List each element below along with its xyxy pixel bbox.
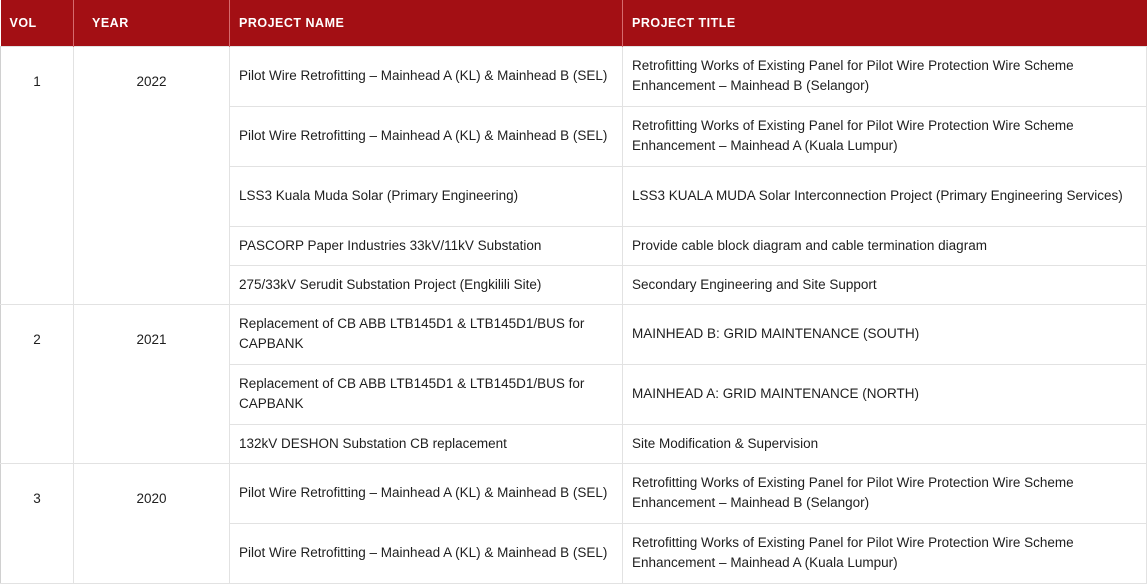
column-header-vol: VOL <box>1 0 74 46</box>
project-title-cell: MAINHEAD A: GRID MAINTENANCE (NORTH) <box>623 364 1147 424</box>
project-name-cell: 132kV DESHON Substation CB replacement <box>230 424 623 463</box>
project-title-cell: LSS3 KUALA MUDA Solar Interconnection Project (Primary Engineering Services) <box>623 166 1147 226</box>
project-name-cell: Pilot Wire Retrofitting – Mainhead A (KL) & Mainhead B (SEL) <box>230 523 623 583</box>
project-name-cell: PASCORP Paper Industries 33kV/11kV Substation <box>230 226 623 265</box>
table-body <box>1 46 1147 583</box>
project-title-cell: Retrofitting Works of Existing Panel for Pilot Wire Protection Wire Scheme Enhancement – Mainhead A (Kuala Lumpur) <box>623 523 1147 583</box>
project-title-cell: Site Modification & Supervision <box>623 424 1147 463</box>
project-name-cell: Replacement of CB ABB LTB145D1 & LTB145D1/BUS for CAPBANK <box>230 304 623 364</box>
project-title-cell: Provide cable block diagram and cable termination diagram <box>623 226 1147 265</box>
table-row <box>1 46 1147 106</box>
project-name-cell: Pilot Wire Retrofitting – Mainhead A (KL) & Mainhead B (SEL) <box>230 463 623 523</box>
column-header-year: YEAR <box>74 0 230 46</box>
project-title-cell: Retrofitting Works of Existing Panel for Pilot Wire Protection Wire Scheme Enhancement – Mainhead B (Selangor) <box>623 463 1147 523</box>
project-title-cell: MAINHEAD B: GRID MAINTENANCE (SOUTH) <box>623 304 1147 364</box>
table-header <box>1 0 1147 46</box>
column-header-project-name: PROJECT NAME <box>230 0 623 46</box>
project-name-cell: Pilot Wire Retrofitting – Mainhead A (KL) & Mainhead B (SEL) <box>230 106 623 166</box>
project-name-cell: Replacement of CB ABB LTB145D1 & LTB145D1/BUS for CAPBANK <box>230 364 623 424</box>
column-header-project-title: PROJECT TITLE <box>623 0 1147 46</box>
year-cell: 2021 <box>74 304 230 463</box>
vol-cell: 1 <box>1 46 74 304</box>
project-title-cell: Secondary Engineering and Site Support <box>623 265 1147 304</box>
year-cell: 2020 <box>74 463 230 583</box>
project-name-cell: LSS3 Kuala Muda Solar (Primary Engineering) <box>230 166 623 226</box>
project-name-cell: 275/33kV Serudit Substation Project (Engkilili Site) <box>230 265 623 304</box>
project-title-cell: Retrofitting Works of Existing Panel for Pilot Wire Protection Wire Scheme Enhancement – Mainhead B (Selangor) <box>623 46 1147 106</box>
project-name-cell: Pilot Wire Retrofitting – Mainhead A (KL) & Mainhead B (SEL) <box>230 46 623 106</box>
vol-cell: 2 <box>1 304 74 463</box>
table-row <box>1 463 1147 523</box>
header-row <box>1 0 1147 46</box>
project-title-cell: Retrofitting Works of Existing Panel for Pilot Wire Protection Wire Scheme Enhancement – Mainhead A (Kuala Lumpur) <box>623 106 1147 166</box>
vol-cell: 3 <box>1 463 74 583</box>
table-row <box>1 304 1147 364</box>
year-cell: 2022 <box>74 46 230 304</box>
